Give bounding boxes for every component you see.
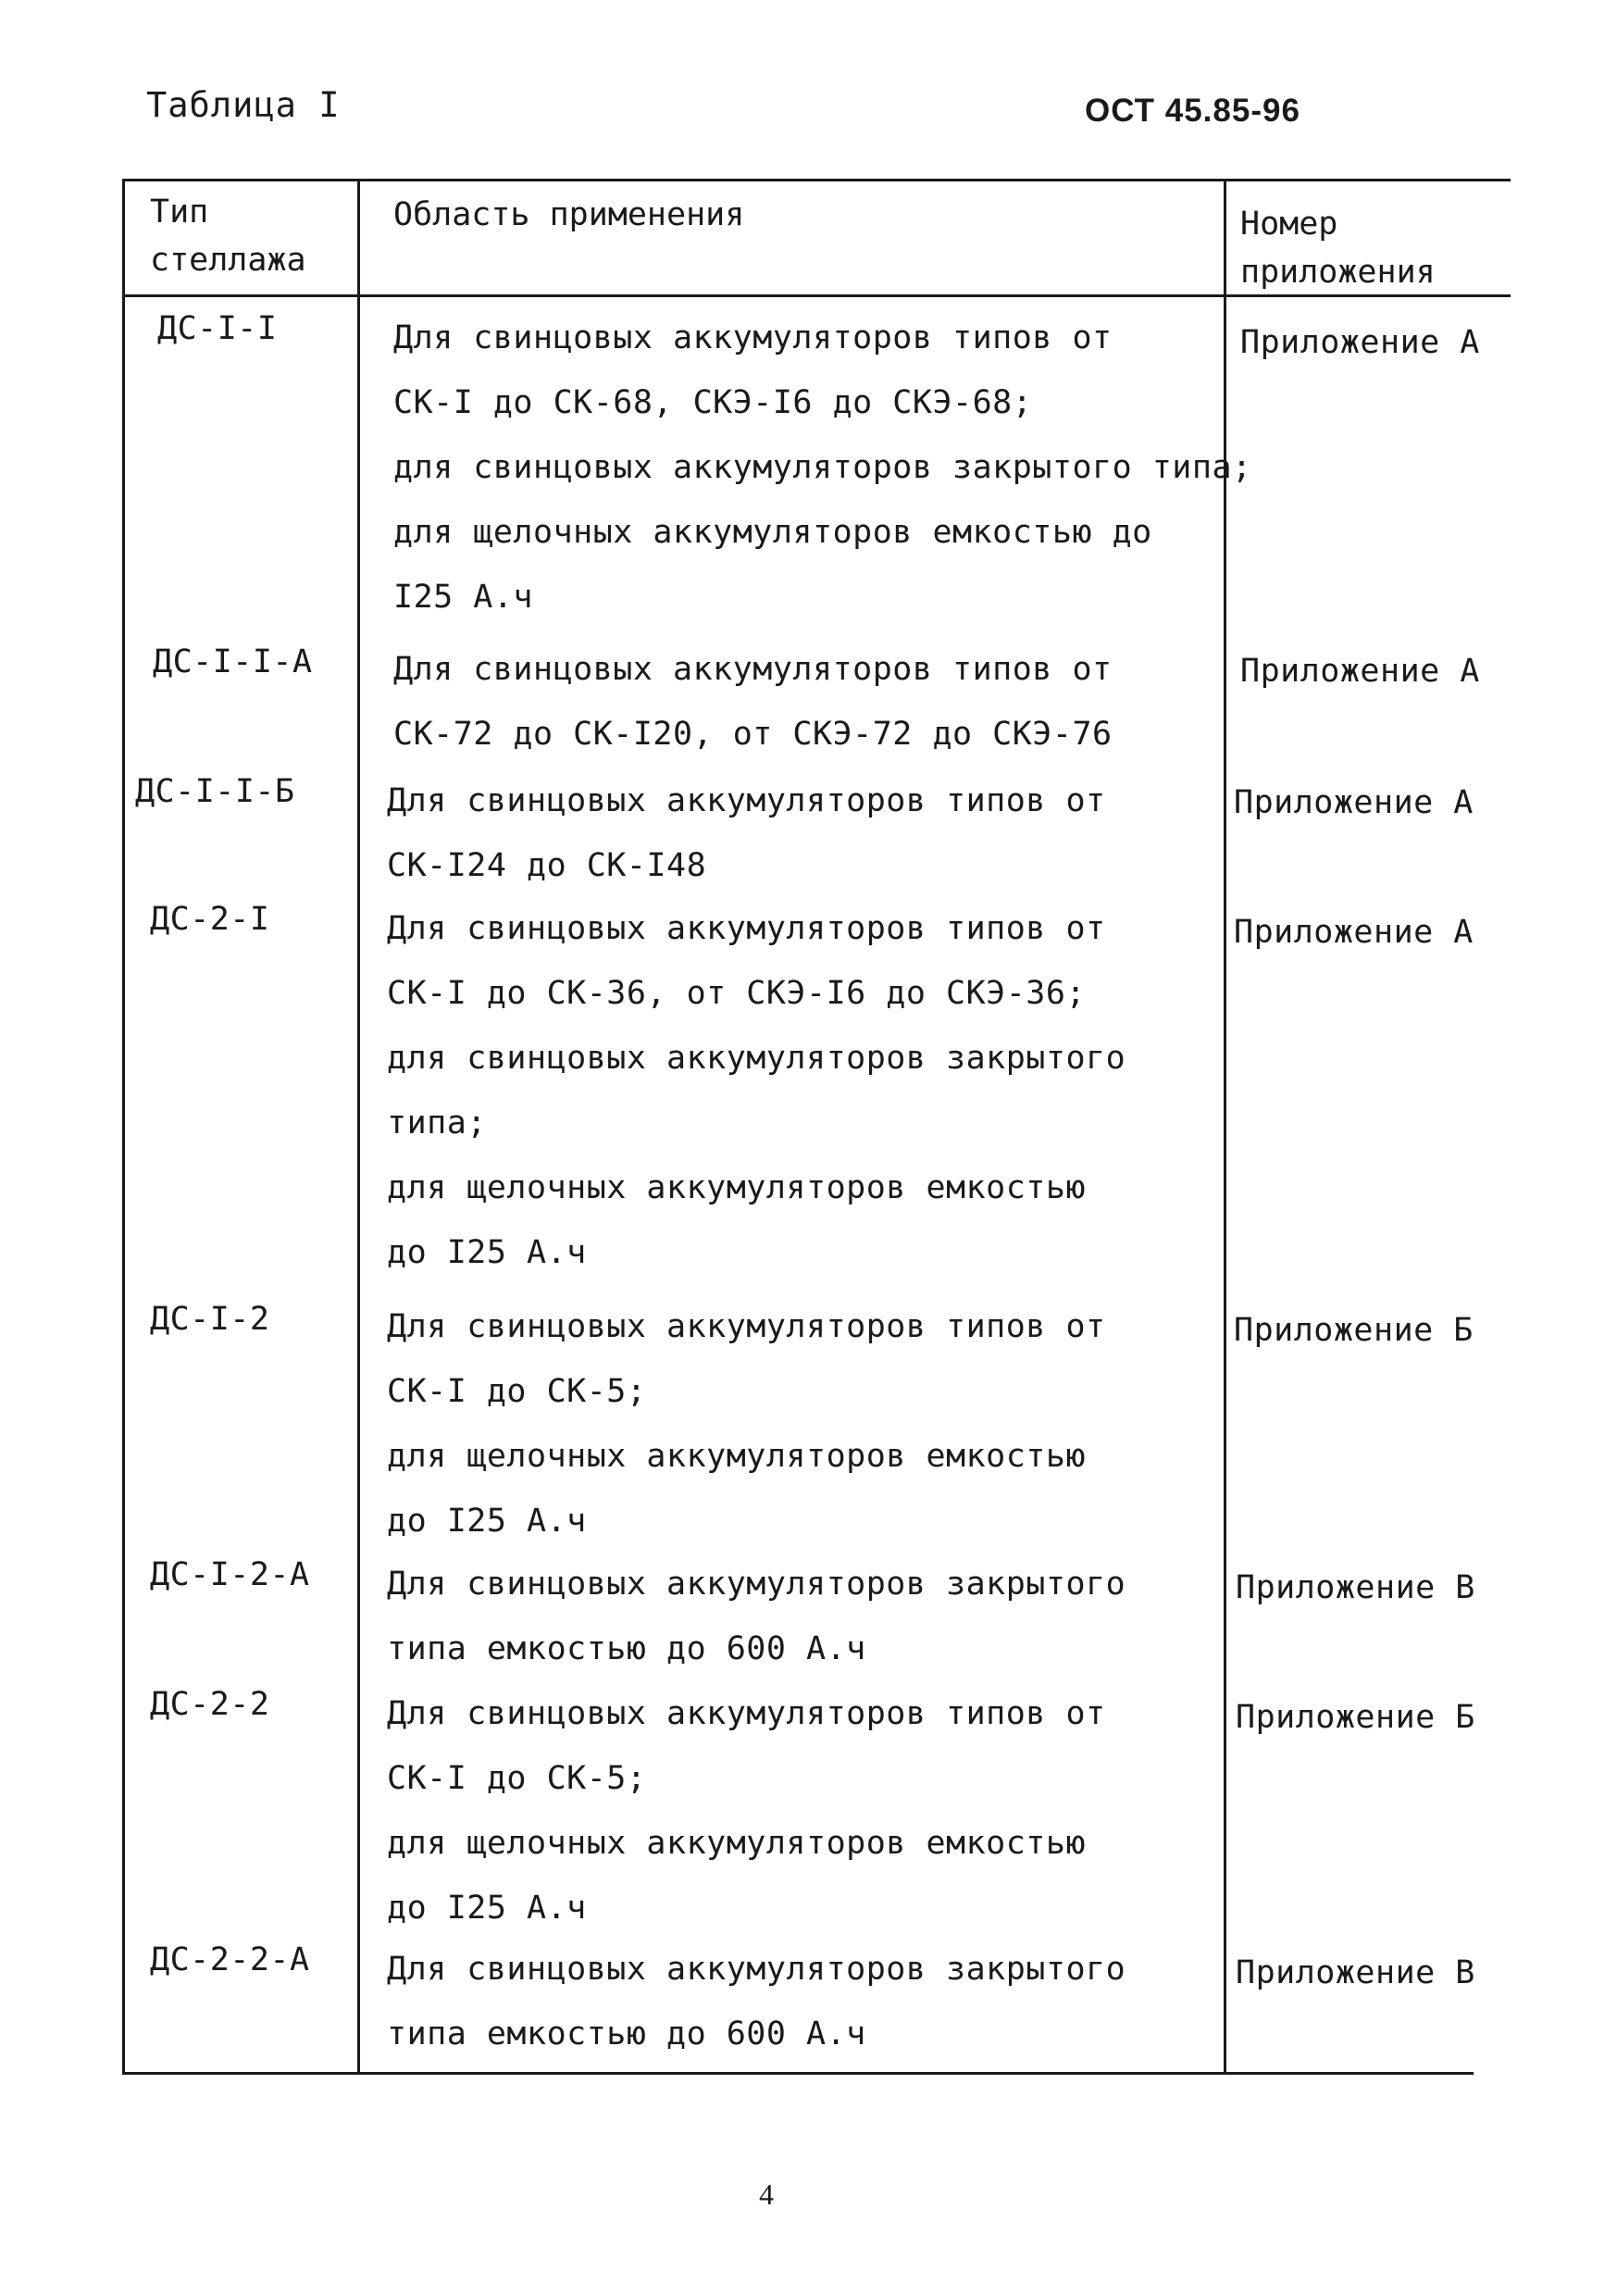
area-line: Для свинцовых аккумуляторов закрытого [387,1566,1126,1603]
header-type-line1: Тип [150,193,209,231]
area-line: до I25 А.ч [387,1234,587,1271]
row-area-cell [387,1294,1106,1554]
area-line: Для свинцовых аккумуляторов типов от [387,1308,1106,1345]
row-area-cell [387,1681,1106,1940]
area-line: СК-I до СК-5; [387,1760,647,1797]
header-cell-type [150,188,306,284]
area-line: для свинцовых аккумуляторов закрытого [387,1040,1126,1077]
area-line: типа емкостью до 600 А.ч [387,1630,866,1667]
area-line: Для свинцовых аккумуляторов закрытого [387,1951,1126,1988]
area-line: для щелочных аккумуляторов емкостью до [393,514,1152,551]
area-line: СК-I до СК-5; [387,1373,647,1410]
row-type-cell: ДС-I-2 [150,1301,270,1338]
area-line: для щелочных аккумуляторов емкостью [387,1169,1087,1206]
row-type-cell: ДС-2-2 [150,1686,270,1723]
table-left-border [122,179,125,2075]
area-line: типа емкостью до 600 А.ч [387,2015,866,2053]
row-appendix-cell: Приложение А [1234,914,1474,951]
row-appendix-cell: Приложение В [1236,1569,1475,1606]
area-line: до I25 А.ч [387,1503,587,1540]
row-appendix-cell: Приложение А [1240,653,1480,690]
table-top-border [122,179,1511,181]
row-appendix-cell: Приложение А [1234,784,1474,821]
table-bottom-border [122,2072,1474,2075]
header-area-label: Область применения [393,196,745,233]
row-type-cell: ДС-I-I-Б [135,773,295,810]
row-type-cell: ДС-2-2-А [150,1941,310,1978]
area-line: для щелочных аккумуляторов емкостью [387,1438,1087,1475]
page-number: 4 [759,2177,774,2211]
area-line: СК-I до СК-68, СКЭ-I6 до СКЭ-68; [393,384,1033,421]
header-type-line2: стеллажа [150,242,306,279]
row-type-cell: ДС-2-I [150,901,270,938]
row-area-cell [393,306,1252,630]
area-line: I25 А.ч [393,579,534,616]
area-line: СК-I до СК-36, от СКЭ-I6 до СКЭ-36; [387,975,1087,1012]
row-area-cell [387,896,1126,1285]
area-line: Для свинцовых аккумуляторов типов от [387,910,1106,947]
row-area-cell [393,637,1113,767]
header-appendix-line2: приложения [1240,254,1436,291]
row-appendix-cell: Приложение Б [1236,1699,1475,1736]
header-appendix-line1: Номер [1240,206,1338,243]
row-area-cell [387,768,1106,898]
standard-code: ОСТ 45.85-96 [1085,93,1300,129]
row-appendix-cell: Приложение В [1236,1954,1475,1991]
table-caption: Таблица I [146,85,341,125]
header-cell-appendix [1240,200,1436,296]
row-type-cell: ДС-I-I-А [153,643,313,680]
row-type-cell: ДС-I-I [157,310,278,347]
column-divider-1 [357,179,360,2075]
row-area-cell [387,1937,1126,2066]
area-line: до I25 А.ч [387,1890,587,1927]
area-line: для щелочных аккумуляторов емкостью [387,1825,1087,1862]
area-line: СК-I24 до СК-I48 [387,847,707,884]
row-appendix-cell: Приложение Б [1234,1312,1474,1349]
area-line: Для свинцовых аккумуляторов типов от [387,782,1106,819]
area-line: типа; [387,1104,487,1142]
row-type-cell: ДС-I-2-А [150,1556,310,1593]
area-line: Для свинцовых аккумуляторов типов от [393,651,1113,688]
header-cell-area [393,191,744,239]
row-area-cell [387,1552,1126,1681]
area-line: Для свинцовых аккумуляторов типов от [387,1695,1106,1732]
area-line: СК-72 до СК-I20, от СКЭ-72 до СКЭ-76 [393,716,1113,753]
row-appendix-cell: Приложение А [1240,324,1480,361]
area-line: Для свинцовых аккумуляторов типов от [393,319,1113,356]
area-line: для свинцовых аккумуляторов закрытого типа; [393,449,1252,486]
